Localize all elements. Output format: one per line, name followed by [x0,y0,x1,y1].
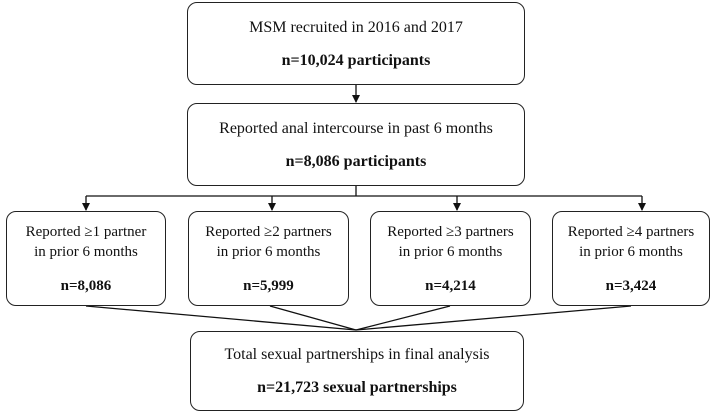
partners-1-line2: in prior 6 months [34,244,138,260]
recruited-count: n=10,024 participants [281,51,431,69]
partners-3-box [370,211,531,306]
anal-intercourse-title: Reported anal intercourse in past 6 months [219,119,493,137]
merge-line-4 [356,306,631,330]
partners-4-line2: in prior 6 months [579,244,683,260]
partners-3-line2: in prior 6 months [398,244,503,260]
partners-2-box [188,211,349,306]
partners-4-count: n=3,424 [605,278,657,294]
partners-1-line1: Reported ≥1 partner [25,224,147,240]
recruited-box [187,2,525,85]
partners-3-line1: Reported ≥3 partners [387,224,514,240]
merge-line-1 [86,306,356,330]
partners-4-line1: Reported ≥4 partners [567,224,695,240]
final-analysis-box [190,331,524,411]
partners-2-line1: Reported ≥2 partners [205,224,332,240]
partners-4-box [552,211,710,306]
anal-intercourse-count: n=8,086 participants [285,152,427,170]
partners-3-count: n=4,214 [425,278,476,294]
partners-1-count: n=8,086 [60,278,112,294]
partners-2-count: n=5,999 [243,278,294,294]
recruited-title: MSM recruited in 2016 and 2017 [249,18,463,36]
partners-1-box [6,211,166,306]
final-analysis-title: Total sexual partnerships in final analysis [224,346,490,363]
final-analysis-count: n=21,723 sexual partnerships [257,379,457,396]
anal-intercourse-box [187,103,525,186]
partners-2-line2: in prior 6 months [216,244,321,260]
